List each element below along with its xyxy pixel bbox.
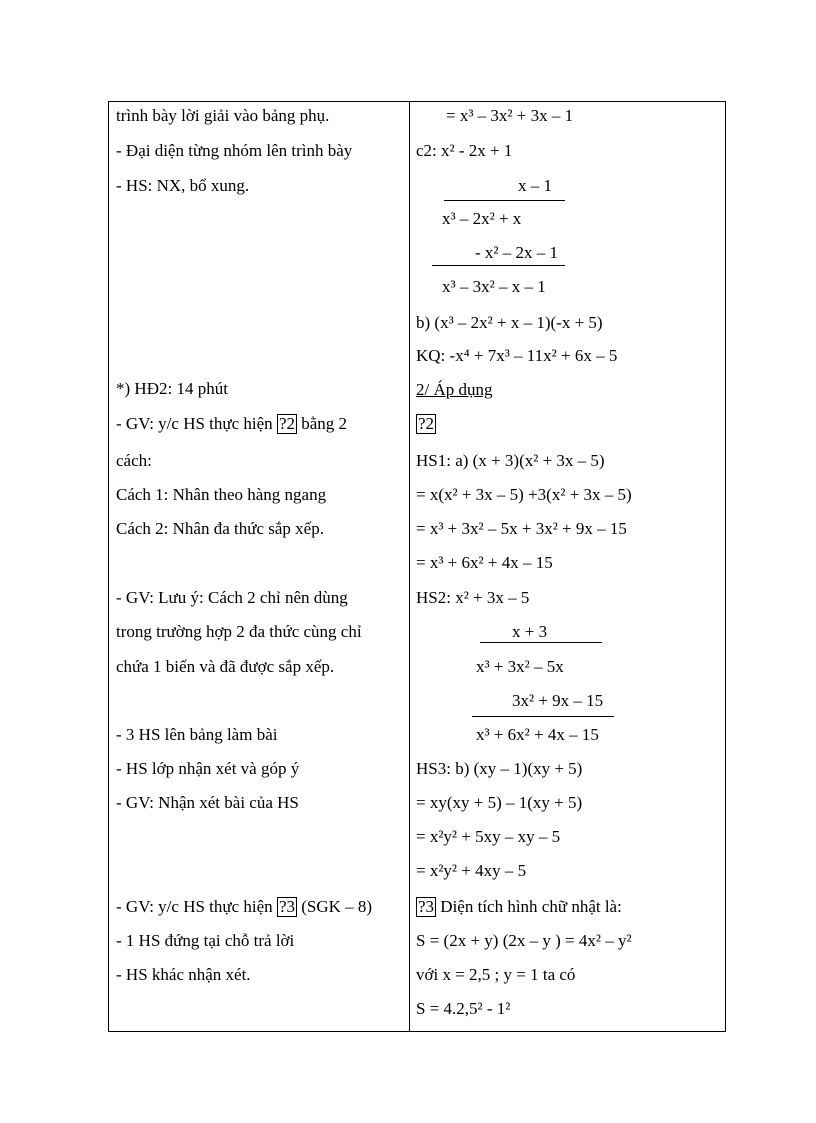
math-line: c2: x² - 2x + 1: [416, 141, 513, 160]
left-text: bằng 2: [296, 414, 348, 433]
math-line: = xy(xy + 5) – 1(xy + 5): [416, 793, 583, 812]
left-line: - GV: Nhận xét bài của HS: [116, 793, 299, 812]
left-line: trình bày lời giải vào bảng phụ.: [116, 106, 330, 125]
column-divider: [409, 102, 410, 1031]
left-line: [116, 414, 347, 434]
math-line: x + 3: [512, 622, 548, 641]
question-box: ?3: [418, 897, 435, 916]
math-line: x³ + 6x² + 4x – 15: [476, 725, 599, 744]
left-line: - 1 HS đứng tại chỗ trả lời: [116, 931, 295, 950]
left-line: - Đại diện từng nhóm lên trình bày: [116, 141, 353, 160]
activity-heading: *) HĐ2: 14 phút: [116, 379, 228, 398]
math-line: = x³ – 3x² + 3x – 1: [446, 106, 574, 125]
left-line: Cách 2: Nhân đa thức sắp xếp.: [116, 519, 324, 538]
math-line: x³ – 3x² – x – 1: [442, 277, 546, 296]
multiply-line: [480, 642, 602, 643]
question-box: ?2: [418, 414, 435, 433]
math-line: S = 4.2,5² - 1²: [416, 999, 511, 1018]
lesson-table: [108, 101, 726, 1032]
left-line: [116, 897, 372, 917]
math-line: = x³ + 6x² + 4x – 15: [416, 553, 553, 572]
math-line: KQ: -x⁴ + 7x³ – 11x² + 6x – 5: [416, 346, 618, 365]
sum-line: [472, 716, 614, 717]
question-box: ?2: [278, 414, 295, 433]
math-line: = x³ + 3x² – 5x + 3x² + 9x – 15: [416, 519, 627, 538]
math-line: 3x² + 9x – 15: [512, 691, 604, 710]
math-line: với x = 2,5 ; y = 1 ta có: [416, 965, 576, 984]
left-text: - GV: y/c HS thực hiện: [116, 414, 277, 433]
math-line: S = (2x + y) (2x – y ) = 4x² – y²: [416, 931, 632, 950]
left-line: - HS: NX, bổ xung.: [116, 176, 250, 195]
left-line: trong trường hợp 2 đa thức cùng chỉ: [116, 622, 362, 641]
left-line: - 3 HS lên bảng làm bài: [116, 725, 278, 744]
math-line: HS3: b) (xy – 1)(xy + 5): [416, 759, 583, 778]
left-text: - GV: y/c HS thực hiện: [116, 897, 277, 916]
math-line: [416, 414, 436, 434]
math-text: Diện tích hình chữ nhật là:: [436, 897, 622, 916]
math-line: = x(x² + 3x – 5) +3(x² + 3x – 5): [416, 485, 632, 504]
math-line: [416, 897, 622, 917]
left-line: cách:: [116, 451, 152, 470]
left-line: chứa 1 biến và đã được sắp xếp.: [116, 657, 335, 676]
left-line: - HS khác nhận xét.: [116, 965, 251, 984]
math-line: = x²y² + 4xy – 5: [416, 861, 527, 880]
math-line: b) (x³ – 2x² + x – 1)(-x + 5): [416, 313, 603, 332]
sum-line: [432, 265, 565, 266]
left-line: - HS lớp nhận xét và góp ý: [116, 759, 300, 778]
math-line: x³ + 3x² – 5x: [476, 657, 564, 676]
math-line: - x² – 2x – 1: [475, 243, 559, 262]
left-text: (SGK – 8): [296, 897, 373, 916]
math-line: HS1: a) (x + 3)(x² + 3x – 5): [416, 451, 605, 470]
question-box: ?3: [278, 897, 295, 916]
section-heading: 2/ Áp dụng: [416, 380, 493, 399]
math-line: x³ – 2x² + x: [442, 209, 522, 228]
left-line: - GV: Lưu ý: Cách 2 chỉ nên dùng: [116, 588, 348, 607]
math-line: HS2: x² + 3x – 5: [416, 588, 530, 607]
math-line: = x²y² + 5xy – xy – 5: [416, 827, 561, 846]
division-line: [444, 200, 565, 201]
left-line: Cách 1: Nhân theo hàng ngang: [116, 485, 327, 504]
math-line: x – 1: [518, 176, 552, 195]
